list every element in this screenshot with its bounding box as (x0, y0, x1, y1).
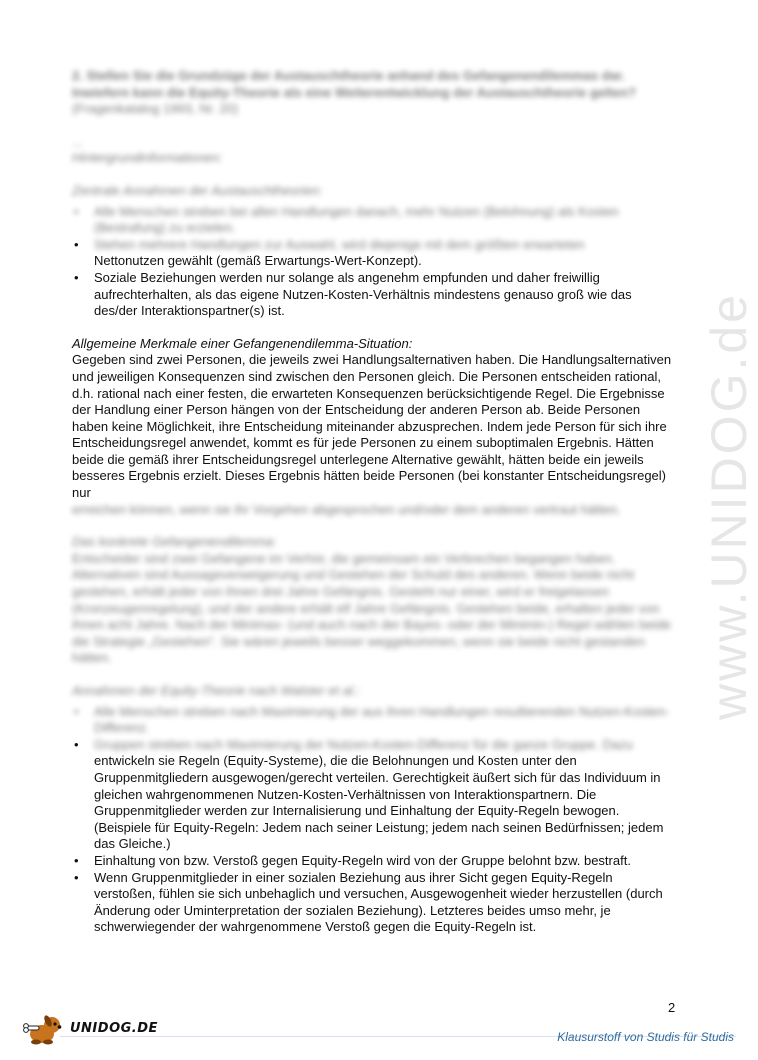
section-heading-equity-theory: Annahmen der Equity-Theorie nach Walster et al.: (72, 683, 361, 698)
question-reference: (Fragenkatalog 1993, Nr. 20) (72, 101, 239, 117)
list-item: • Soziale Beziehungen werden nur solange als angenehm empfunden und daher freiwillig aufrechterhalten, als das eigene Nutzen-Kosten-Verhältnis mindestens genauso groß wie das des/der Interaktionspartner(s) ist. (72, 270, 677, 320)
section-heading-background: Hintergrundinformationen: (72, 150, 223, 166)
concrete-dilemma-block (72, 534, 677, 699)
section-heading-prisoners-dilemma-features: Allgemeine Merkmale einer Gefangenendilemma-Situation: (72, 335, 413, 351)
equity-assumptions-list (72, 704, 677, 936)
section-heading-exchange-assumptions: Zentrale Annahmen der Austauschtheorien: (72, 182, 323, 198)
list-item-visible-text: entwickeln sie Regeln (Equity-Systeme), die die Belohnungen und Kosten unter den Gruppenmitgliedern ausgewogen/gerecht verteilen. Gerechtigkeit äußert sich für das Individuum in gleichen wahrgenommenen Nutzen-Kosten-Verhältnissen von Interaktionspartnern. Die Gruppenmitglieder werden zur Internalisierung und Einhaltung der Equity-Regeln bewogen. (Beispiele für Equity-Regeln: Jedem nach seiner Leistung; jedem nach seinen Bedürfnissen; jedem das Gleiche.) (94, 753, 664, 852)
watermark: www.UNIDOG.de (701, 292, 757, 720)
list-item: • Alle Menschen streben nach Maximierung der aus ihren Handlungen resultierenden Nutzen-Kosten-Differenz. (72, 704, 677, 737)
list-item (72, 237, 677, 270)
concrete-dilemma-paragraph: Entscheider sind zwei Gefangene im Verhör, die gemeinsam ein Verbrechen begangen haben. Alternativen sind Aussageverweigerung und Gestehen der Schuld des anderen. Wenn beide nicht gestehen, erhält jeder von ihnen drei Jahre Gefängnis. Gesteht nur einer, wird er freigelassen (Kronzeugenregelung), und der andere erhält elf Jahre Gefängnis. Gestehen beide, erhalten jeder von ihnen acht Jahre. Nach der Minimax- (und auch nach der Bayes- oder der Minimin-) Regel wählen beide die Strategie „Gestehen“. Sie wären jeweils besser weggekommen, wenn sie beide nicht gestanden hätten. (72, 550, 672, 666)
question-title-line-2: Inwiefern kann die Equity-Theorie als eine Weiterentwicklung der Austauschtheorie gelten? (72, 84, 637, 100)
exchange-assumptions-list (72, 204, 677, 320)
list-item (72, 737, 677, 853)
prisoners-dilemma-paragraph: Gegeben sind zwei Personen, die jeweils zwei Handlungsalternativen haben. Die Handlungsalternativen und jeweiligen Konsequenzen sind zwischen den Personen gleich. Die Personen entscheiden rational, d.h. rational nach einer festen, die erwarteten Konsequenzen berücksichtigende Regel. Die Ergebnisse der Handlung einer Person hängen von der Entscheidung der anderen Person ab. Beide Personen haben keine Möglichkeit, ihre Entscheidung miteinander abzusprechen. Indem jede Person für sich ihre Entscheidungsregel anwendet, kommt es für jede Personen zu einem suboptimalen Ergebnis. Hätten beide die gemäß ihrer Entscheidungsregel unterlegene Alternative gewählt, hätten beide ein jeweils besseres Ergebnis erzielt. Dieses Ergebnis hätten beide Personen (bei konstanter Entscheidungsregel) nur (72, 352, 672, 501)
unidog-logo (22, 1012, 162, 1046)
list-item: • Alle Menschen streben bei allen Handlungen danach, mehr Nutzen (Belohnung) als Kosten (Bestrafung) zu erzielen. (72, 204, 677, 237)
question-title-line-1: 2. Stellen Sie die Grundzüge der Austauschtheorie anhand des Gefangenendilemmas dar. (72, 68, 625, 83)
ellipsis: ... (72, 133, 83, 149)
logo-text: UNIDOG.DE (70, 1021, 158, 1036)
prisoners-dilemma-paragraph-tail: erreichen können, wenn sie ihr Vorgehen abgesprochen und/oder dem anderen vertraut hätten. (72, 501, 621, 517)
footer-tagline: Klausurstoff von Studis für Studis (557, 1030, 734, 1044)
page-content (72, 68, 677, 936)
list-item-visible-line: Nettonutzen gewählt (gemäß Erwartungs-Wert-Konzept). (94, 253, 422, 269)
list-item-blurred-line: • Stehen mehrere Handlungen zur Auswahl, wird diejenige mit dem größten erwarteten (94, 236, 585, 252)
list-item: • Wenn Gruppenmitglieder in einer sozialen Beziehung aus ihrer Sicht gegen Equity-Regeln verstoßen, fühlen sie sich unbehaglich und versuchen, Ausgewogenheit wieder herzustellen (durch Änderung oder Uminterpretation der sozialen Beziehung). Letzteres beides umso mehr, je schwerwiegender der wahrgenommene Verstoß gegen die Equity-Regeln ist. (72, 870, 677, 936)
list-item: • Einhaltung von bzw. Verstoß gegen Equity-Regeln wird von der Gruppe belohnt bzw. bestraft. (72, 853, 677, 870)
question-block (72, 68, 677, 200)
page-number: 2 (668, 1000, 676, 1015)
dog-mascot-icon (22, 1012, 68, 1046)
list-item-blurred-line: • Gruppen streben nach Maximierung der Nutzen-Kosten-Differenz für die ganze Gruppe. Dazu (94, 736, 633, 752)
section-heading-concrete-dilemma: Das konkrete Gefangenendilemma: (72, 534, 277, 550)
